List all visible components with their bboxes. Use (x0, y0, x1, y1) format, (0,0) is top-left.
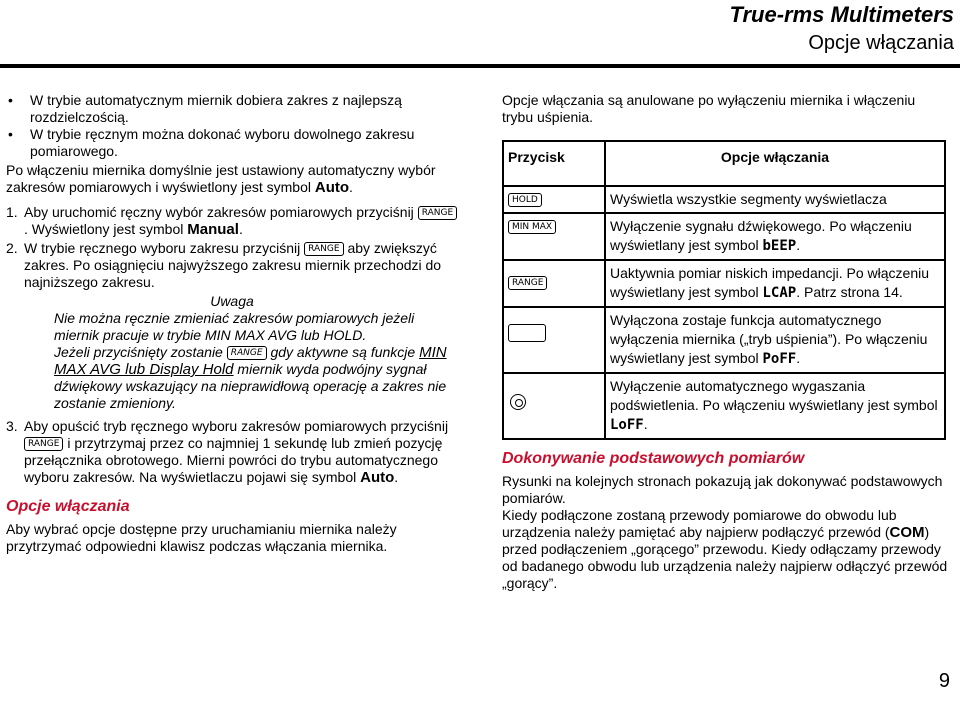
table-row (503, 373, 945, 439)
blank-key-icon (508, 324, 546, 342)
note-functions: MIN MAX AVG lub Display Hold (54, 344, 447, 378)
measurements-p1: Rysunki na kolejnych stronach pokazują jak dokonywać podstawowych pomiarów. (502, 473, 943, 506)
range-key-icon: RANGE (508, 276, 547, 290)
bullet-text: W trybie automatycznym miernik dobiera zakres z najlepszą rozdzielczością. (30, 92, 402, 125)
options-table (502, 140, 946, 440)
lcd-symbol: LoFF (610, 417, 644, 433)
table-option-cell (605, 186, 945, 213)
auto-symbol: Auto (314, 179, 350, 196)
lcd-symbol: PoFF (762, 351, 797, 367)
measurements-p2 (502, 507, 948, 592)
lcd-symbol: LCAP (762, 285, 797, 301)
table-key-cell (503, 373, 605, 439)
step-2: 2. W trybie ręcznego wyboru zakresu przyciśnij RANGE aby zwiększyć zakres. Po osiągnięciu najwyższego zakresu miernik przechodzi do najniższego zakresu. (6, 240, 442, 290)
header-subtitle: Opcje włączania (808, 32, 954, 54)
note-text-2b: gdy aktywne są funkcje (270, 344, 416, 360)
range-key-icon: RANGE (418, 206, 457, 220)
table-row (503, 213, 945, 260)
table-header-row (503, 141, 945, 186)
table-row (503, 186, 945, 213)
bullet-item: • W trybie automatycznym miernik dobiera zakres z najlepszą rozdzielczością. (8, 92, 402, 125)
range-key-icon: RANGE (304, 242, 343, 256)
table-key-cell (503, 186, 605, 213)
option-tail: . (796, 237, 801, 253)
table-row (503, 260, 945, 307)
table-key-cell (503, 307, 605, 373)
step-3: 3. Aby opuścić tryb ręcznego wyboru zakresów pomiarowych przyciśnij RANGE i przytrzymaj przez co najmniej 1 sekundę lub zmień pozycję przełącznika obrotowego. Mierni powróci do trybu automatycznego wyboru zakresów. Na wyświetlaczu pojawi się symbol Auto. (6, 418, 449, 486)
auto-symbol: Auto (360, 469, 395, 486)
note-text-2c: miernik wyda podwójny sygnał dźwiękowy wskazujący na nieprawidłową operację a zakres nie zostanie zmieniony. (54, 361, 447, 411)
option-text: Wyłączona zostaje funkcja automatycznego wyłączenia miernika („tryb uśpienia”). Po włączeniu wyświetlany jest symbol (610, 312, 928, 366)
table-header-option: Opcje włączania (605, 141, 945, 186)
range-key-icon: RANGE (227, 346, 267, 360)
header-rule (0, 64, 960, 68)
step1-text-b: . Wyświetlony jest symbol (24, 221, 184, 237)
option-text: Uaktywnia pomiar niskich impedancji. Po włączeniu wyświetlany jest symbol (610, 265, 930, 300)
range-key-icon: RANGE (24, 437, 63, 451)
bullet-item: • W trybie ręcznym można dokonać wyboru dowolnego zakresu pomiarowego. (8, 126, 415, 159)
measurements-p2b: ) przed podłączeniem „gorącego” przewodu. Kiedy odłączamy przewody od badanego obwodu lub urządzenia należy najpierw odłączyć przewód „gorący”. (502, 524, 948, 591)
hold-key-icon: HOLD (508, 193, 542, 207)
table-option-cell (605, 213, 945, 260)
manual-symbol: Manual (187, 221, 239, 238)
step2-text: W trybie ręcznego wyboru zakresu przyciśnij (24, 240, 301, 256)
step-1: 1. Aby uruchomić ręczny wybór zakresów pomiarowych przyciśnij RANGE. Wyświetlony jest symbol Manual. (6, 204, 458, 238)
note-title: Uwaga (210, 293, 254, 309)
section-heading-options: Opcje włączania (6, 498, 130, 515)
options-text: Aby wybrać opcje dostępne przy uruchamianiu miernika należy przytrzymać odpowiedni klawisz podczas włączania miernika. (6, 521, 397, 554)
note-text-2a: Jeżeli przyciśnięty zostanie (54, 344, 223, 360)
backlight-key-icon (510, 394, 526, 410)
step1-text: Aby uruchomić ręczny wybór zakresów pomiarowych przyciśnij (24, 204, 414, 220)
note-body (6, 310, 458, 412)
table-row (503, 307, 945, 373)
right-intro: Opcje włączania są anulowane po wyłączeniu miernika i włączeniu trybu uśpienia. (502, 92, 916, 125)
min-max-key-icon: MIN MAX (508, 220, 556, 234)
step3-text: Aby opuścić tryb ręcznego wyboru zakresów pomiarowych przyciśnij (24, 418, 449, 434)
table-option-cell (605, 307, 945, 373)
intro-paragraph: Po włączeniu miernika domyślnie jest ustawiony automatyczny wybór zakresów pomiarowych i wyświetlony jest symbol Auto. (6, 162, 436, 196)
table-header-key: Przycisk (503, 141, 605, 186)
option-tail: . (796, 350, 801, 366)
lcd-symbol: bEEP (762, 238, 797, 254)
table-option-cell (605, 260, 945, 307)
option-text: Wyłączenie automatycznego wygaszania podświetlenia. Po włączeniu wyświetlany jest symbol (610, 378, 938, 413)
option-text: Wyłączenie sygnału dźwiękowego. Po włączeniu wyświetlany jest symbol (610, 218, 912, 253)
option-tail: . Patrz strona 14. (796, 284, 903, 300)
measurements-p2a: Kiedy podłączone zostaną przewody pomiarowe do obwodu lub urządzenia należy pamiętać aby najpierw podłączyć przewód ( (502, 507, 897, 540)
note-text-2 (54, 344, 458, 412)
step3-text-b: i przytrzymaj przez co najmniej 1 sekundę lub zmień pozycję przełącznika obrotowego. Mierni powróci do trybu automatycznego wyboru zakresów. Na wyświetlaczu pojawi się symbol (24, 435, 443, 485)
com-label: COM (889, 524, 925, 541)
option-text: Wyświetla wszystkie segmenty wyświetlacza (610, 191, 887, 207)
right-column (502, 92, 948, 592)
table-option-cell (605, 373, 945, 439)
page-number: 9 (938, 670, 950, 692)
option-tail: . (643, 416, 648, 432)
bullet-text: W trybie ręcznym można dokonać wyboru dowolnego zakresu pomiarowego. (30, 126, 415, 159)
step2-text-b: aby zwiększyć zakres. Po osiągnięciu najwyższego zakresu miernik przechodzi do najniższego zakresu. (24, 240, 442, 290)
section-heading-measurements: Dokonywanie podstawowych pomiarów (502, 450, 805, 467)
table-key-cell (503, 213, 605, 260)
note-text-1: Nie można ręcznie zmieniać zakresów pomiarowych jeżeli miernik pracuje w trybie MIN MAX AVG lub HOLD. (54, 310, 415, 343)
intro-text: Po włączeniu miernika domyślnie jest ustawiony automatyczny wybór zakresów pomiarowych i wyświetlony jest symbol (6, 162, 436, 195)
header-title: True-rms Multimeters (729, 2, 954, 27)
left-column (6, 92, 458, 555)
table-key-cell (503, 260, 605, 307)
